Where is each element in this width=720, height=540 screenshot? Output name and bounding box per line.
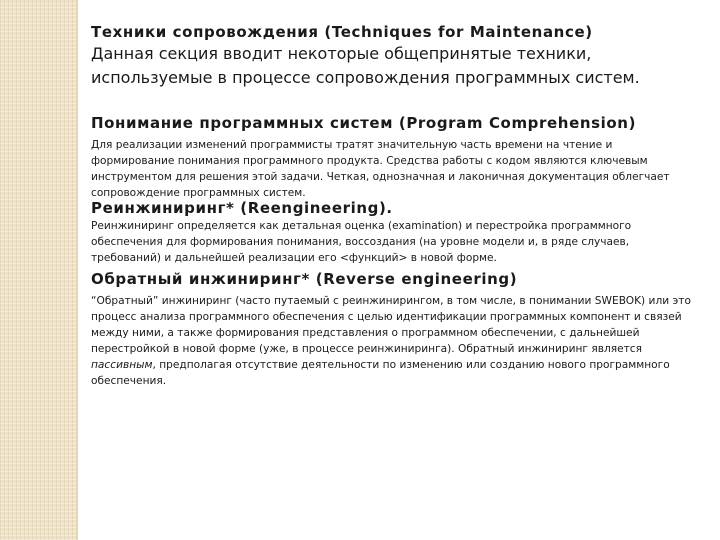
intro-text: Данная секция вводит некоторые общепринятые техники, используемые в процессе сопровождения программных систем. [91, 44, 640, 87]
section-reengineering [91, 199, 691, 266]
slide-title: Техники сопровождения (Techniques for Maintenance) [91, 23, 593, 41]
decorative-left-band [0, 0, 78, 540]
section-reverse-engineering [91, 268, 691, 389]
reverse-body-part1: “Обратный” инжиниринг (часто путаемый с реинжинирингом, в том числе, в понимании SWEBOK) или это процесс анализа программного обеспечения с целью идентификации программных компонент и связей между ними, а также формирования представления о программном обеспечении, с дальнейшей перестройкой в новой форме (уже, в процессе реинжиниринга). Обратный инжиниринг является [91, 295, 691, 355]
reverse-body-part2: , предполагая отсутствие деятельности по изменению или созданию нового программного обеспечения. [91, 359, 670, 387]
section-heading-reverse-engineering: Обратный инжиниринг* (Reverse engineering) [91, 270, 518, 288]
section-heading-reengineering: Реинжиниринг* (Reengineering). [91, 199, 393, 217]
section-body-program-comprehension: Для реализации изменений программисты тратят значительную часть времени на чтение и формирование понимания программного продукта. Средства работы с кодом являются ключевым инструментом для решения этой задачи. Четкая, однозначная и лаконичная документация облегчает сопровождение программных систем. [91, 139, 670, 199]
section-heading-program-comprehension: Понимание программных систем (Program Comprehension) [91, 114, 637, 132]
reverse-body-emphasis: пассивным [91, 359, 153, 371]
section-body-reengineering: Реинжиниринг определяется как детальная оценка (examination) и перестройка программного обеспечения для формирования понимания, воссоздания (на уровне модели и, в ряде случаев, требований) и дальнейшей реализации его <функций> в новой форме. [91, 220, 632, 264]
title-block [91, 22, 691, 90]
section-program-comprehension [91, 112, 691, 201]
section-body-reverse-engineering [91, 293, 691, 389]
